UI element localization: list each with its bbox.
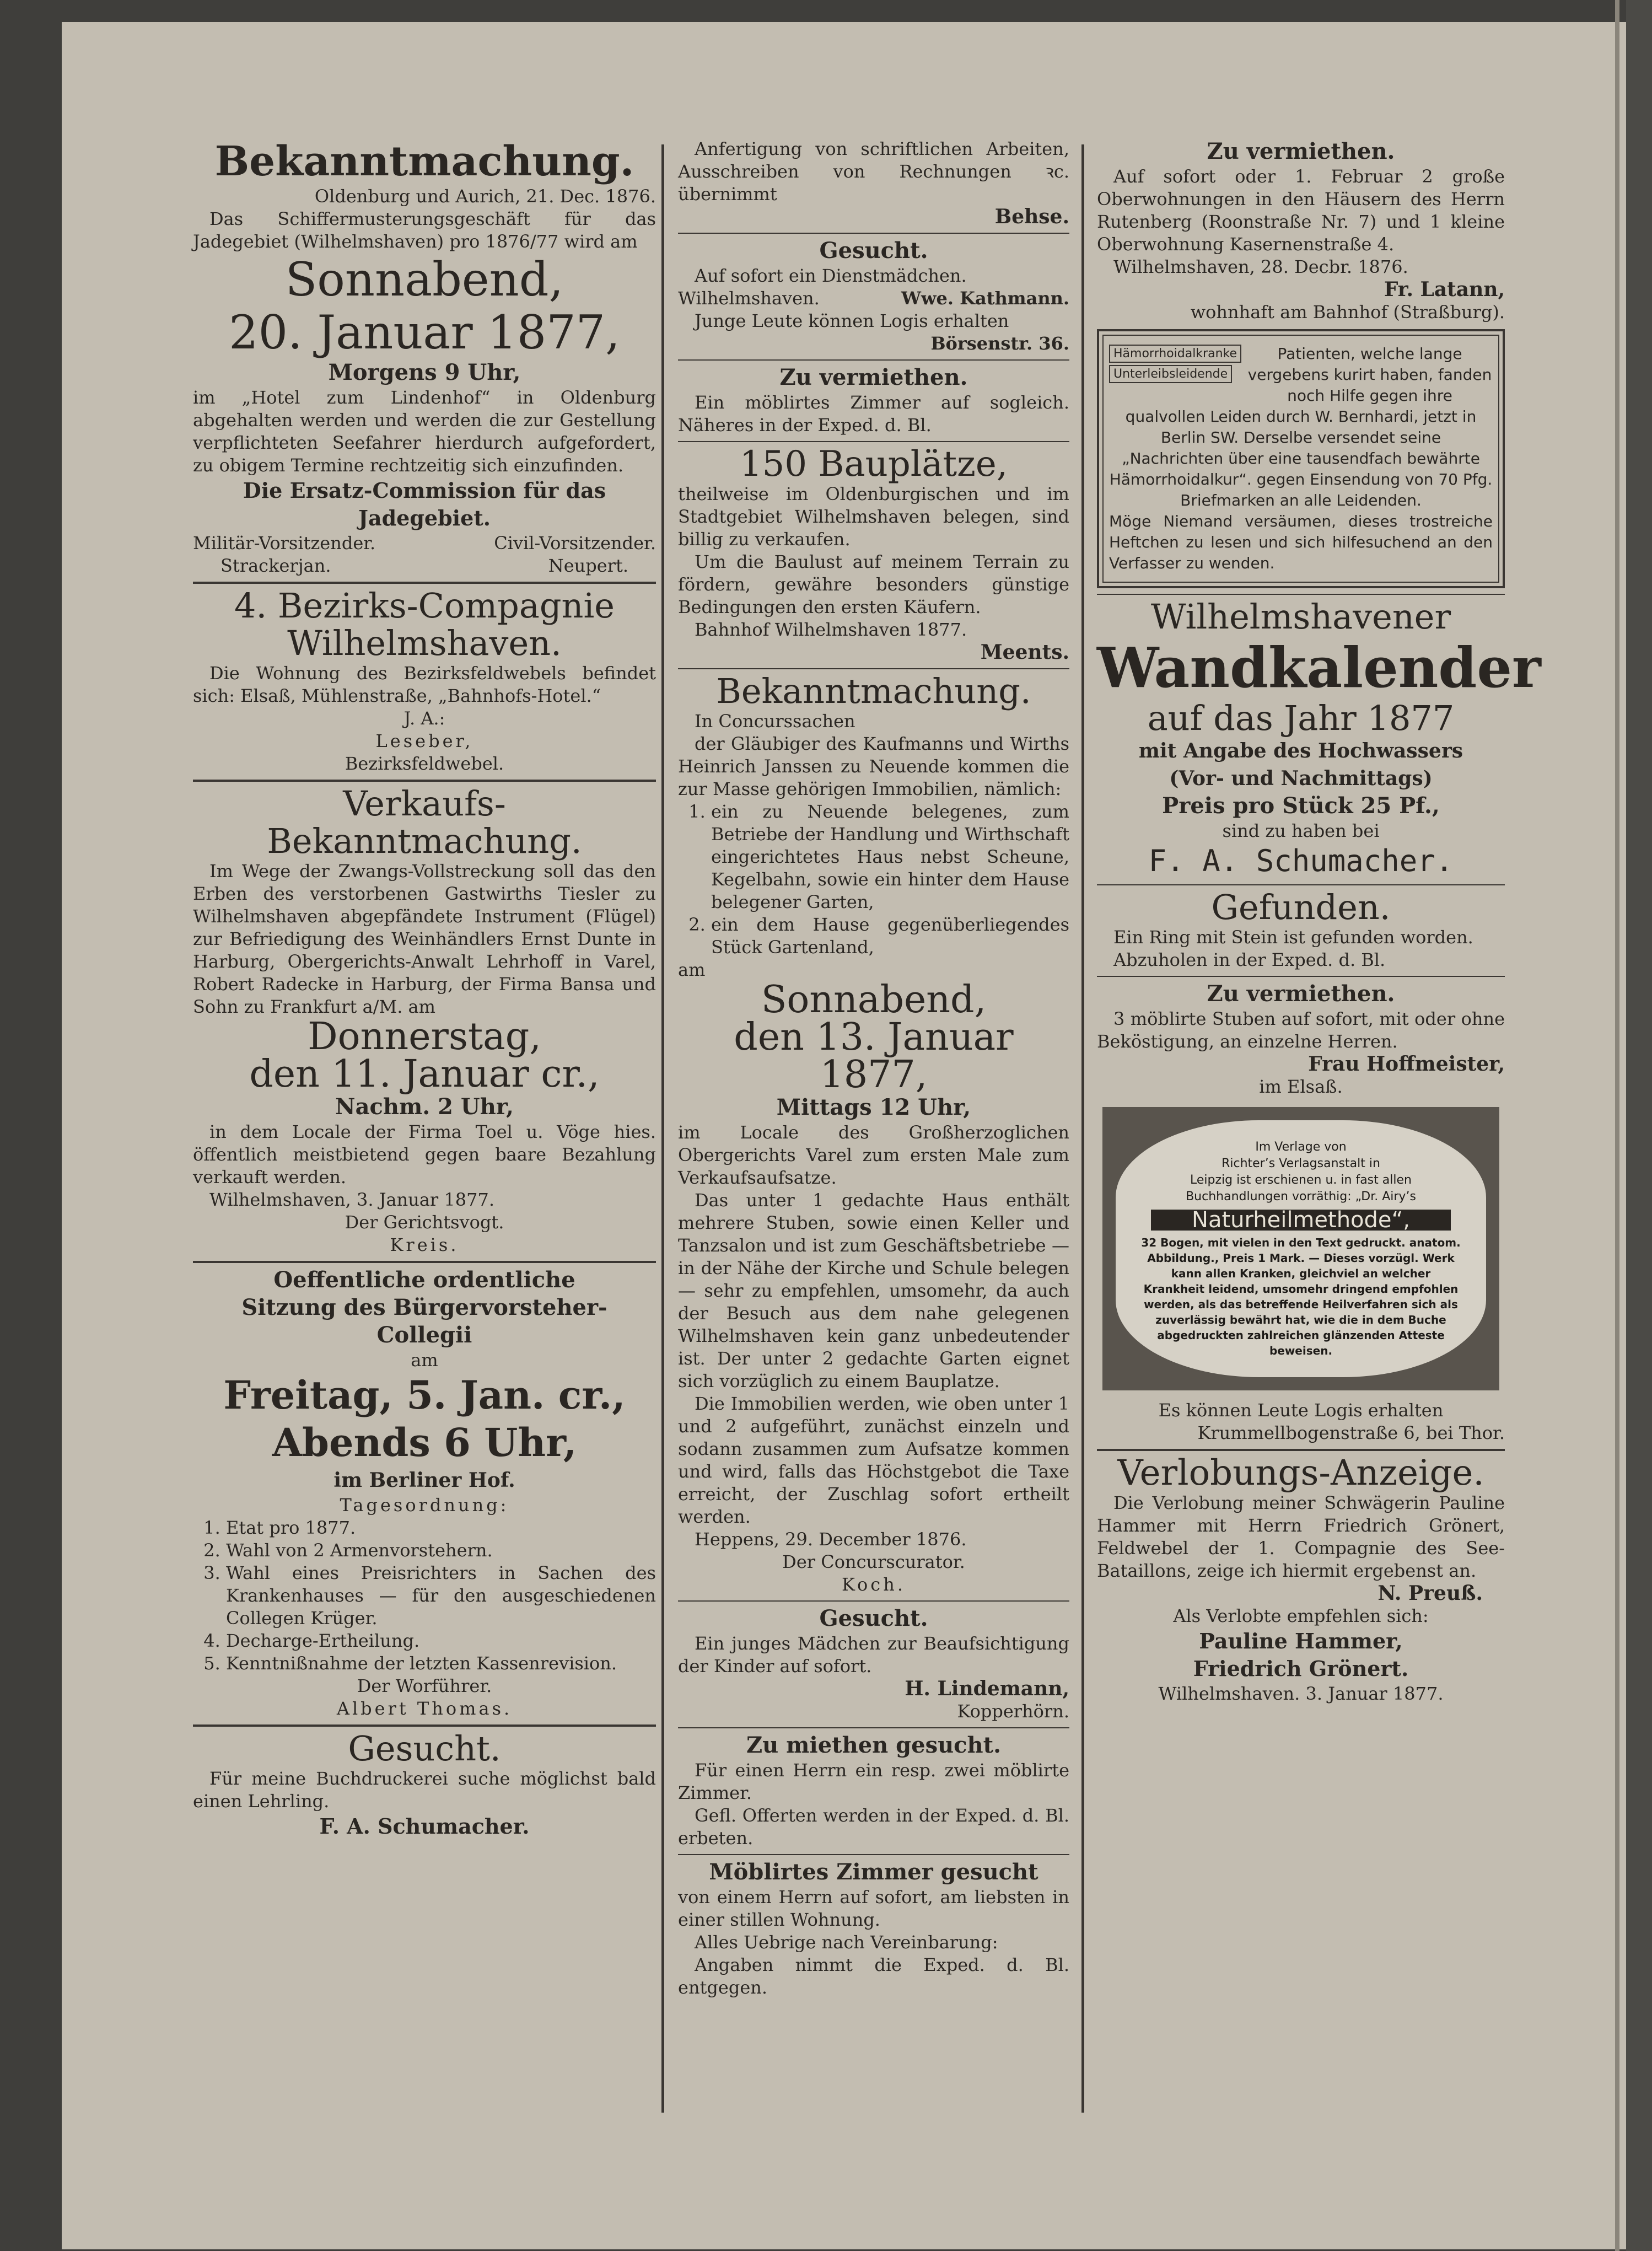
ad-zu-miethen-gesucht [678, 1732, 1069, 1850]
divider [678, 441, 1069, 442]
ad-time: Mittags 12 Uhr, [776, 1094, 971, 1120]
ad-inner [1102, 335, 1499, 583]
divider [1097, 884, 1505, 885]
ad-intro: In Concurssachen [695, 711, 855, 732]
ad-schriftliche-arbeiten [678, 138, 1069, 228]
ad-line-4: Buchhandlungen vorräthig: „Dr. Airy’s [1186, 1190, 1416, 1204]
ad-naturheilmethode [1102, 1107, 1499, 1390]
divider [193, 780, 656, 782]
scan-background [1626, 0, 1652, 2251]
ad-line-7: sind zu haben bei [1222, 820, 1380, 841]
divider [678, 1600, 1069, 1602]
ad-date-big: den 11. Januar cr., [249, 1052, 600, 1096]
ad-role: Bezirksfeldwebel. [345, 753, 504, 774]
ad-body-3: Die Immobilien werden, wie oben unter 1 und 2 aufgeführt, zunächst einzeln und sodann zusammen zum Aufsatze kommen und wird, falls das Höchstgebot die Taxe erreicht, der Zuschlag sofort ertheilt werden. [678, 1393, 1069, 1527]
ad-title: Zu vermiethen. [1207, 138, 1395, 164]
divider [1097, 594, 1505, 595]
agenda-item: 4. Decharge-Ertheilung. [226, 1630, 656, 1652]
ad-title: Zu vermiethen. [779, 364, 968, 390]
ad-title: Gefunden. [1211, 887, 1391, 927]
divider [678, 359, 1069, 361]
ad-date: Heppens, 29. December 1876. [695, 1529, 967, 1550]
ad-line-2: Richter’s Verlagsanstalt in [1221, 1157, 1380, 1170]
agenda-item: 1. Etat pro 1877. [226, 1517, 656, 1539]
ad-line-3: Junge Leute können Logis erhalten [695, 310, 1009, 331]
ad-body: Für einen Herrn ein resp. zwei möblirte Zimmer. [678, 1760, 1069, 1803]
ad-line-2 [678, 287, 1069, 310]
ad-line-2: Krummellbogenstraße 6, bei Thor. [1197, 1422, 1505, 1443]
ad-place: Wilhelmshaven. [678, 288, 820, 309]
name-left: Strackerjan. [220, 555, 331, 576]
ad-body-2: Alles Uebrige nach Vereinbarung: [695, 1932, 998, 1953]
ad-day: Sonnabend, [761, 978, 987, 1022]
ad-haemorrhoidal [1097, 329, 1505, 588]
ad-title: Möblirtes Zimmer gesucht [709, 1859, 1038, 1885]
ad-heading-3: Collegii [376, 1322, 472, 1348]
ad-logis [1097, 1399, 1505, 1444]
ad-body-2: Abzuholen in der Exped. d. Bl. [1113, 949, 1386, 970]
ad-date: Wilhelmshaven. 3. Januar 1877. [1158, 1683, 1444, 1704]
ad-line-3: auf das Jahr 1877 [1147, 698, 1455, 738]
ad-title: Gesucht. [819, 238, 928, 264]
ad-role: Der Gerichtsvogt. [345, 1212, 504, 1233]
ad-oval [1116, 1120, 1486, 1377]
ad-line-4: Börsenstr. 36. [930, 333, 1069, 354]
ad-time: Nachm. 2 Uhr, [335, 1094, 514, 1120]
role-left: Militär-Vorsitzender. [193, 533, 376, 554]
ad-time: Morgens 9 Uhr, [328, 359, 521, 385]
ad-heading-1: Oeffentliche ordentliche [273, 1267, 575, 1293]
ad-concurs-bekanntmachung [678, 673, 1069, 1596]
ad-line-2: Wandkalender [1097, 635, 1541, 700]
divider [678, 233, 1069, 234]
ad-role: Der Concurscurator. [782, 1551, 965, 1572]
ad-body-3: Angaben nimmt die Exped. d. Bl. entgegen. [678, 1954, 1069, 1998]
ad-title-2: Wilhelmshaven. [287, 623, 562, 663]
ad-title: Bekanntmachung. [214, 138, 634, 185]
ad-body: Das Schiffermusterungsgeschäft für das Jadegebiet (Wilhelmshaven) pro 1876/77 wird am [193, 208, 656, 252]
ad-time: Abends 6 Uhr, [272, 1420, 577, 1465]
ad-moeblirtes-zimmer-gesucht [678, 1858, 1069, 1999]
ad-title: Verlobungs-Anzeige. [1117, 1453, 1484, 1493]
ad-place: im Elsaß. [1259, 1076, 1343, 1097]
ad-line-3: Friedrich Grönert. [1193, 1656, 1409, 1681]
ad-line-5: (Vor- und Nachmittags) [1169, 767, 1433, 790]
divider [193, 1724, 656, 1727]
property-list [678, 801, 1069, 959]
ad-name: F. A. Schumacher. [1148, 844, 1454, 878]
ad-lead: Patienten, welche lange vergebens kurirt haben, fanden noch Hilfe gegen ihre qualvollen Leiden durch W. Bernhardi, jetzt in Berlin SW. Derselbe versendet seine „Nachrichten über eine tausendfach bewährte Hämorrhoidalkur“. gegen Einsendung von 70 Pfg. Briefmarken an alle Leidenden. [1109, 345, 1493, 509]
column-1 [193, 138, 656, 1840]
ad-line-1: Im Verlage von [1255, 1140, 1347, 1154]
agenda-item: 3. Wahl eines Preisrichters in Sachen des Krankenhauses — für den ausgeschiedenen Collegen Krüger. [226, 1562, 656, 1630]
ad-body: Für meine Buchdruckerei suche möglichst bald einen Lehrling. [193, 1768, 656, 1812]
ad-gesucht-lehrling [193, 1730, 656, 1840]
ad-day: Donnerstag, [308, 1015, 541, 1059]
ad-agenda: Tagesordnung: [340, 1495, 509, 1516]
ad-verlobung [1097, 1454, 1505, 1705]
ad-names [193, 555, 656, 577]
ad-body: 3 möblirte Stuben auf sofort, mit oder ohne Beköstigung, an einzelne Herren. [1097, 1008, 1505, 1052]
ad-name: Albert Thomas. [336, 1698, 513, 1719]
name-right: Neupert. [548, 555, 628, 576]
ad-body-2: Um die Baulust auf meinem Terrain zu fördern, gewähre besonders günstige Bedingungen den ersten Käufern. [678, 551, 1069, 617]
ad-body: Möge Niemand versäumen, dieses trostreiche Heftchen zu lesen und sich hilfesuchend an den Verfasser zu wenden. [1109, 512, 1493, 572]
divider [678, 1854, 1069, 1855]
column-3 [1097, 138, 1541, 1705]
ad-name: Kreis. [390, 1234, 459, 1255]
ad-body: theilweise im Oldenburgischen und im Stadtgebiet Wilhelmshaven belegen, sind billig zu verkaufen. [678, 483, 1069, 550]
ad-line-5: 32 Bogen, mit vielen in den Text gedruckt. anatom. Abbildung., Preis 1 Mark. — Dieses vorzügl. Werk kann allen Kranken, gleichviel an welcher Krankheit leidend, umsomehr dringend empfohlen werden, als das betreffende Heilverfahren sich als zuverlässig bewährt hat, wie die in dem Buche abgedruckten zahlreichen glänzenden Atteste beweisen. [1141, 1236, 1461, 1357]
ad-zu-vermiethen [678, 364, 1069, 437]
ad-name: F. A. Schumacher. [319, 1814, 530, 1839]
ad-body: Die Verlobung meiner Schwägerin Pauline Hammer mit Herrn Friedrich Grönert, Feldwebel der 1. Compagnie des See-Bataillons, zeige ich hiermit ergebenst an. [1097, 1492, 1505, 1581]
ad-name: Leseber, [375, 730, 473, 751]
ad-title: Zu miethen gesucht. [746, 1732, 1002, 1758]
ad-body: Anfertigung von schriftlichen Arbeiten, Ausschreiben von Rechnungen ꝛc. übernimmt [678, 138, 1069, 205]
ad-line-1: Auf sofort ein Dienstmädchen. [695, 265, 967, 286]
ad-body: von einem Herrn auf sofort, am liebsten in einer stillen Wohnung. [678, 1887, 1069, 1930]
ad-name: N. Preuß. [1377, 1582, 1483, 1605]
ad-title: 150 Bauplätze, [739, 444, 1008, 485]
ad-heading-2: Sitzung des Bürgervorsteher- [241, 1294, 607, 1320]
divider [678, 668, 1069, 669]
ad-am: am [678, 959, 706, 980]
ad-date: Oldenburg und Aurich, 21. Dec. 1876. [314, 186, 656, 207]
ad-schiffermusterung [193, 138, 656, 577]
ad-place: Kopperhörn. [957, 1701, 1069, 1722]
ad-place: Bahnhof Wilhelmshaven 1877. [695, 619, 967, 640]
agenda-list [193, 1517, 656, 1675]
ad-name: H. Lindemann, [905, 1677, 1069, 1700]
ad-gesucht-maedchen [678, 1605, 1069, 1723]
divider [1097, 976, 1505, 977]
ad-date: Wilhelmshaven, 28. Decbr. 1876. [1113, 256, 1408, 277]
ad-name: Meents. [980, 641, 1069, 664]
ad-day: Freitag, 5. Jan. cr., [223, 1372, 626, 1418]
column-2 [678, 138, 1069, 1999]
agenda-item: 5. Kenntnißnahme der letzten Kassenrevision. [226, 1652, 656, 1675]
ad-gefunden [1097, 889, 1505, 971]
ad-ia: J. A.: [403, 708, 445, 729]
ad-date-big: 20. Januar 1877, [229, 305, 620, 359]
ad-body-2: Das unter 1 gedachte Haus enthält mehrere Stuben, sowie einen Keller und Tanzsalon und ist zum Geschäftsbetriebe — in der Nähe der Kirche und Schule belegen — sehr zu empfehlen, umsomehr, da auch der Besuch aus dem nahe gelegenen Wilhelmshaven kein ganz unbedeutender ist. Der unter 2 gedachte Garten eignet sich vorzüglich zu einem Bauplatze. [678, 1190, 1069, 1392]
ad-oberwohnungen [1097, 138, 1505, 324]
ad-line-6: Preis pro Stück 25 Pf., [1162, 793, 1440, 819]
page-edge [1615, 0, 1619, 2251]
ad-body: Ein möblirtes Zimmer auf sogleich. Näheres in der Exped. d. Bl. [678, 392, 1069, 436]
ad-body: Die Wohnung des Bezirksfeldwebels befindet sich: Elsaß, Mühlenstraße, „Bahnhofs-Hotel.“ [193, 663, 656, 706]
ad-line-2: Pauline Hammer, [1199, 1629, 1403, 1653]
ad-signature: Die Ersatz-Commission für das Jadegebiet. [243, 478, 606, 530]
role-right: Civil-Vorsitzender. [494, 533, 656, 554]
ad-line-1: Als Verlobte empfehlen sich: [1173, 1605, 1429, 1626]
ad-roles [193, 532, 656, 555]
ad-body-2: Gefl. Offerten werden in der Exped. d. Bl. erbeten. [678, 1805, 1069, 1849]
ad-line-4: mit Angabe des Hochwassers [1138, 739, 1463, 762]
ad-body: im Locale des Großherzoglichen Obergerichts Varel zum ersten Male zum Verkaufsaufsatze. [678, 1122, 1069, 1188]
column-rule-1 [661, 144, 664, 2113]
ad-role: Der Worführer. [357, 1675, 492, 1696]
ad-body-2: im „Hotel zum Lindenhof“ in Oldenburg abgehalten werden und werden die zur Gestellung verpflichteten Seefahrer hierdurch aufgefordert, zu obigem Termine rechtzeitig sich einzufinden. [193, 387, 656, 476]
ad-title: Verkaufs- [343, 783, 506, 824]
ad-title-2: Bekanntmachung. [267, 821, 582, 861]
ad-buergervorsteher [193, 1266, 656, 1720]
ad-intro-2: der Gläubiger des Kaufmanns und Wirths Heinrich Janssen zu Neuende kommen die zur Masse gehörigen Immobilien, nämlich: [678, 733, 1069, 799]
ad-date: Wilhelmshaven, 3. Januar 1877. [209, 1189, 494, 1210]
ad-name: Wwe. Kathmann. [901, 288, 1069, 309]
agenda-item: 2. Wahl von 2 Armenvorstehern. [226, 1539, 656, 1562]
ad-moeblirte-stuben [1097, 980, 1505, 1098]
ad-body: Im Wege der Zwangs-Vollstreckung soll das den Erben des verstorbenen Gastwirths Tiesler zu Wilhelmshaven abgepfändete Instrument (Flügel) zur Befriedigung des Weinhändlers Ernst Dunte in Harburg, Obergerichts-Anwalt Lehrhoff in Varel, Robert Radecke in Harburg, der Firma Bansa und Sohn zu Frankfurt a/M. am [193, 861, 656, 1017]
ad-gesucht-dienstmaedchen [678, 237, 1069, 355]
ad-banner: Naturheilmethode“, [1151, 1210, 1451, 1231]
ad-bezirks-compagnie [193, 587, 656, 775]
tag-2: Unterleibsleidende [1109, 365, 1232, 383]
ad-place: im Berliner Hof. [333, 1469, 515, 1492]
ad-body-2: in dem Locale der Firma Toel u. Vöge hies. öffentlich meistbietend gegen baare Bezahlung verkauft werden. [193, 1121, 656, 1188]
ad-body: Auf sofort oder 1. Februar 2 große Oberwohnungen in den Häusern des Herrn Rutenberg (Roonstraße Nr. 7) und 1 kleine Oberwohnung Kasernenstraße 4. [1097, 166, 1505, 255]
ad-am: am [411, 1350, 438, 1371]
ad-date-big: den 13. Januar 1877, [734, 1016, 1014, 1097]
column-rule-2 [1081, 144, 1084, 2113]
ad-line-1: Wilhelmshavener [1150, 597, 1451, 637]
divider [678, 1727, 1069, 1728]
ad-name: Fr. Latann, [1384, 278, 1505, 301]
divider [193, 582, 656, 584]
ad-title: 4. Bezirks-Compagnie [234, 585, 615, 626]
ad-wandkalender [1097, 597, 1541, 880]
ad-title: Zu vermiethen. [1207, 981, 1395, 1007]
property-item: 2. ein dem Hause gegenüberliegendes Stück Gartenland, [711, 914, 1069, 959]
ad-address: wohnhaft am Bahnhof (Straßburg). [1190, 302, 1505, 323]
ad-title: Gesucht. [348, 1728, 501, 1769]
property-item: 1. ein zu Neuende belegenes, zum Betriebe der Handlung und Wirthschaft eingerichtetes Haus nebst Scheune, Kegelbahn, sowie ein hinter dem Hause belegener Garten, [711, 801, 1069, 914]
ad-title: Bekanntmachung. [716, 671, 1031, 711]
divider [1097, 1449, 1505, 1451]
ad-name: Behse. [994, 205, 1069, 228]
tag-1: Hämorrhoidalkranke [1109, 345, 1241, 363]
ad-body: Ein Ring mit Stein ist gefunden worden. [1113, 927, 1473, 948]
ad-verkaufs-bekanntmachung [193, 785, 656, 1256]
ad-bauplaetze [678, 445, 1069, 664]
ad-day: Sonnabend, [285, 253, 564, 307]
ad-body: Ein junges Mädchen zur Beaufsichtigung der Kinder auf sofort. [678, 1633, 1069, 1677]
ad-name: Koch. [841, 1574, 906, 1595]
ad-line-3: Leipzig ist erschienen u. in fast allen [1190, 1173, 1412, 1187]
ad-tags [1109, 343, 1241, 384]
divider [193, 1261, 656, 1263]
ad-title: Gesucht. [819, 1605, 928, 1631]
ad-name: Frau Hoffmeister, [1308, 1052, 1505, 1076]
ad-line-1: Es können Leute Logis erhalten [1158, 1400, 1444, 1421]
